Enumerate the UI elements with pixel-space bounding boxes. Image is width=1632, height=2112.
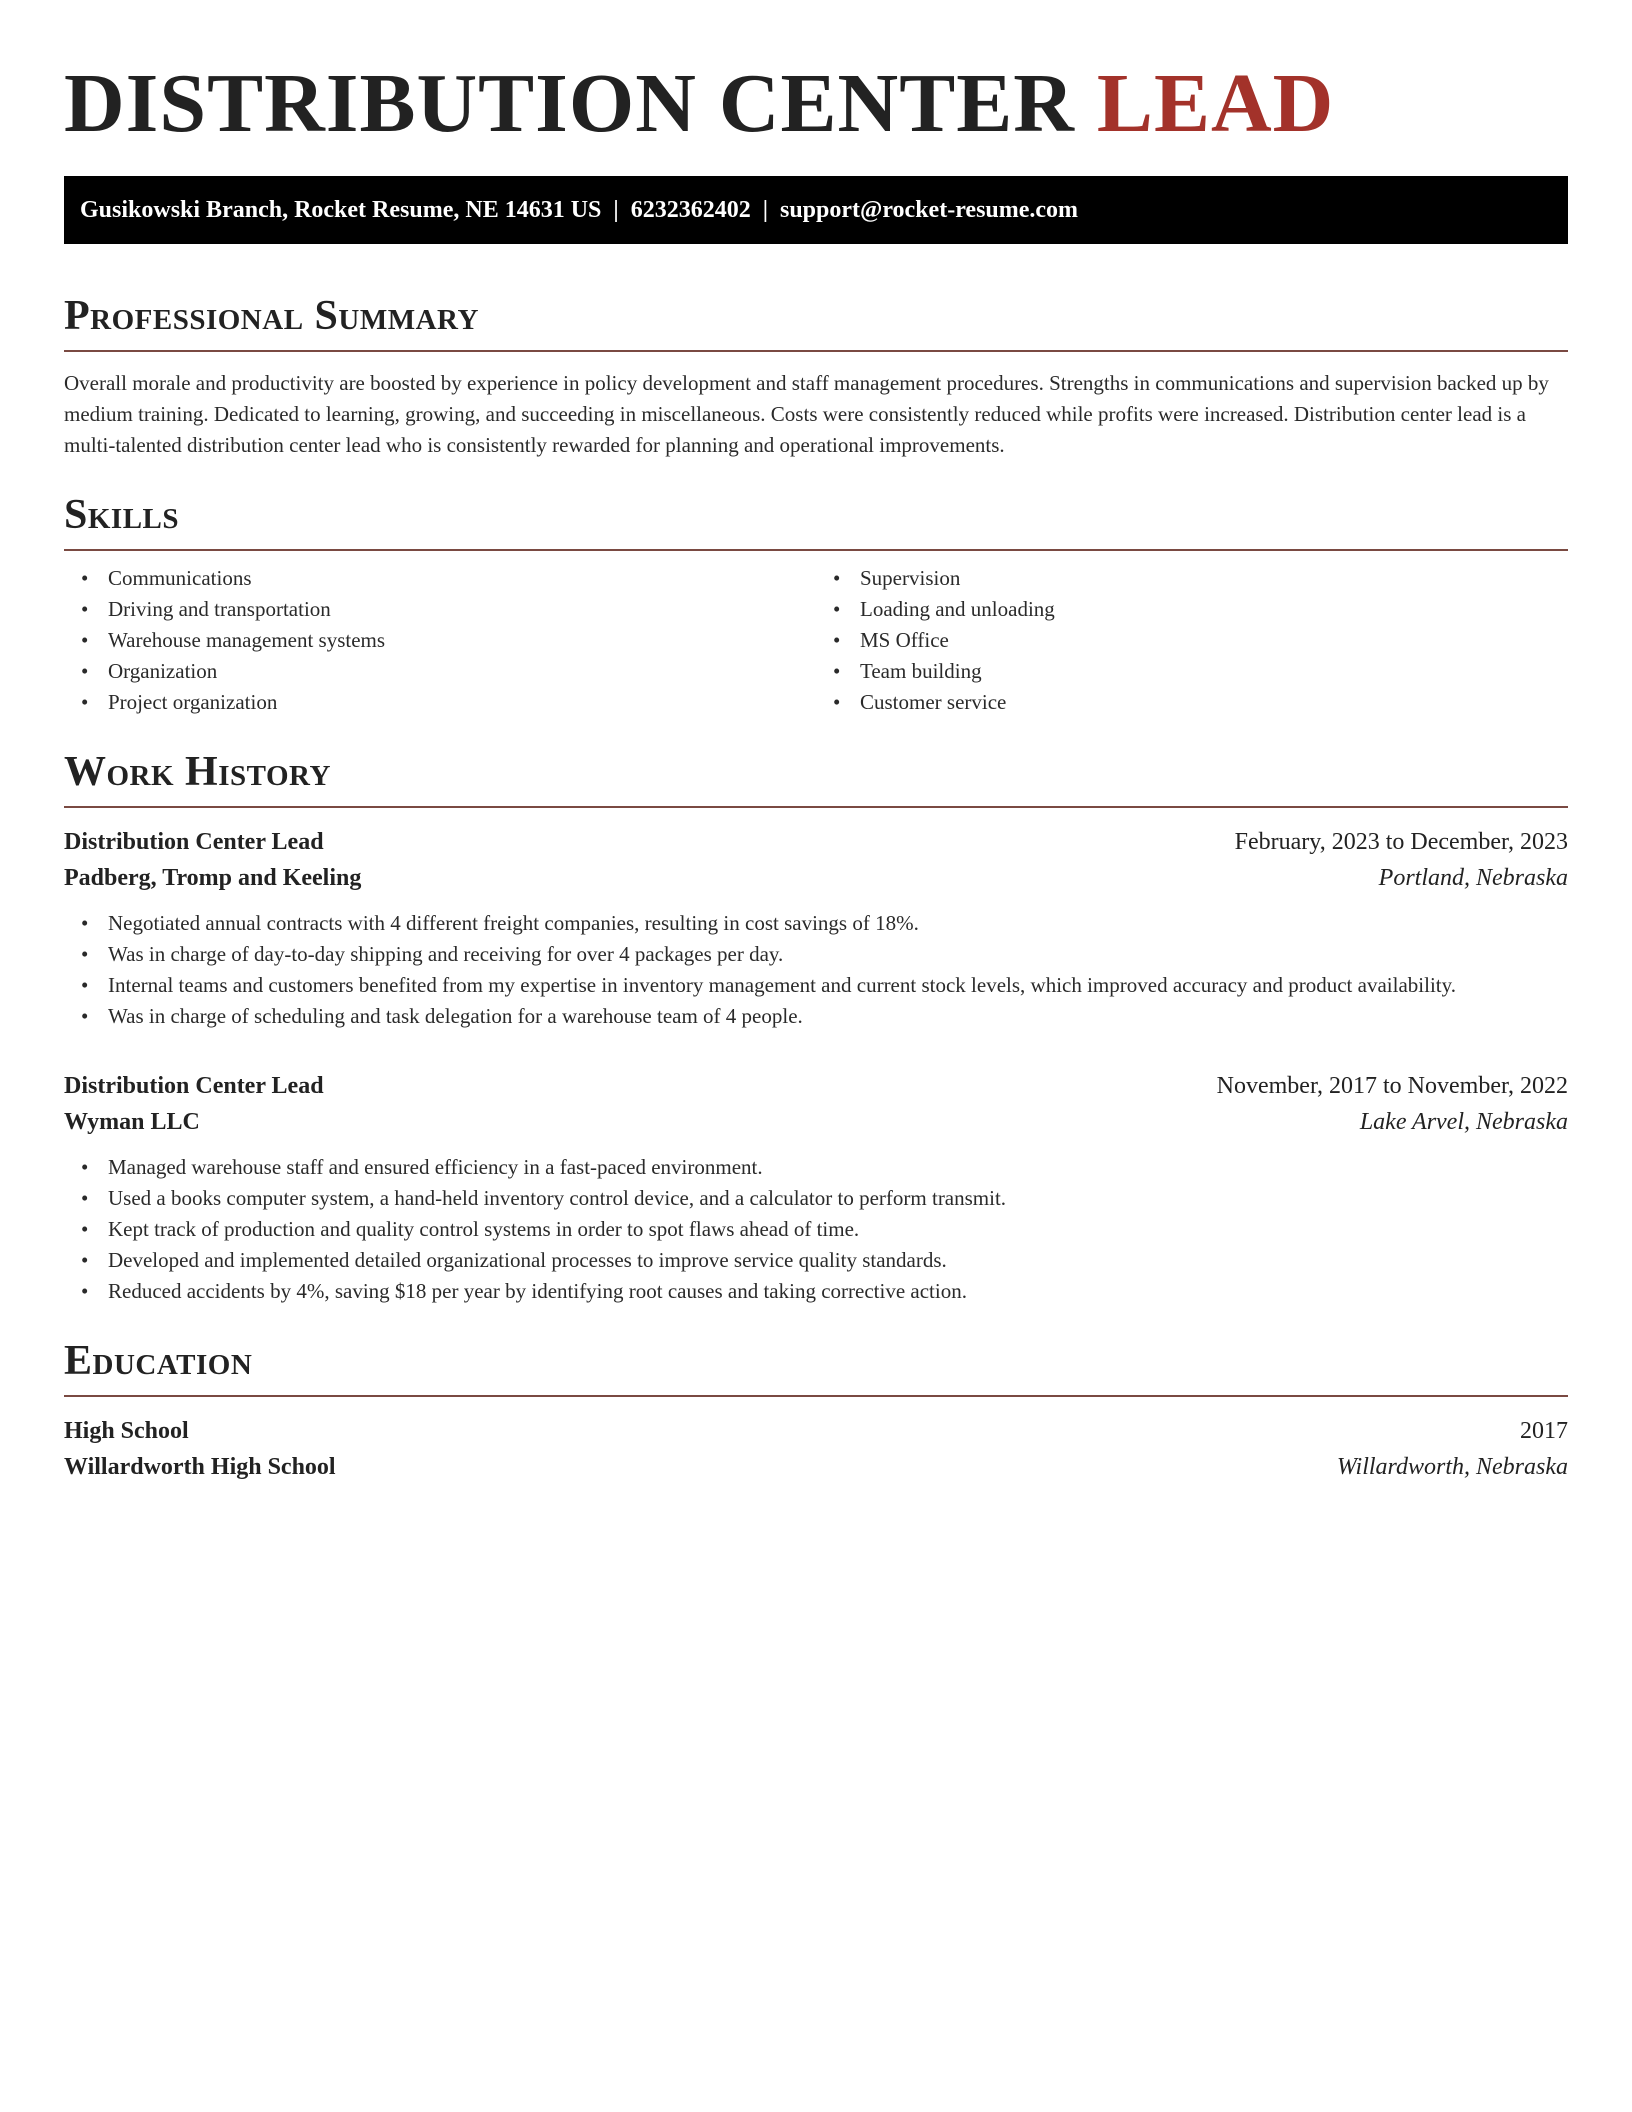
contact-address: Gusikowski Branch, Rocket Resume, NE 14631 US	[80, 197, 602, 223]
summary-section	[64, 288, 1568, 461]
job-location: Lake Arvel, Nebraska	[1359, 1109, 1568, 1135]
section-divider	[64, 350, 1568, 352]
job-title: Distribution Center Lead	[64, 1073, 324, 1099]
job-dates: November, 2017 to November, 2022	[1216, 1073, 1568, 1099]
skill-item: • Team building	[860, 656, 1568, 687]
job-bullets	[64, 1152, 1568, 1307]
job-bullet: • Was in charge of scheduling and task delegation for a warehouse team of 4 people.	[108, 1001, 1568, 1032]
skills-right-list	[816, 563, 1568, 718]
skill-item: • Customer service	[860, 687, 1568, 718]
job-bullet: • Developed and implemented detailed organizational processes to improve service quality standards.	[108, 1245, 1568, 1276]
contact-email[interactable]: support@rocket-resume.com	[779, 197, 1079, 223]
skill-item: • MS Office	[860, 625, 1568, 656]
education-heading: Education	[64, 1338, 253, 1384]
title-main: DISTRIBUTION CENTER	[64, 57, 1075, 150]
education-entry	[64, 1413, 1568, 1485]
skills-section	[64, 487, 1568, 718]
job-bullet: • Reduced accidents by 4%, saving $18 per year by identifying root causes and taking corrective action.	[108, 1276, 1568, 1307]
section-divider	[64, 806, 1568, 808]
summary-text: Overall morale and productivity are boosted by experience in policy development and staff management procedures. Strengths in communications and supervision backed up by medium training. Dedicated to learning, growing, and succeeding in miscellaneous. Costs were consistently reduced while profits were increased. Distribution center lead is a multi-talented distribution center lead who is consistently rewarded for planning and operational improvements.	[64, 371, 1549, 457]
education-degree-row	[64, 1413, 1568, 1449]
job-bullet: • Used a books computer system, a hand-held inventory control device, and a calculator to perform transmit.	[108, 1183, 1568, 1214]
contact-separator: |	[762, 197, 768, 223]
skills-left-list	[64, 563, 816, 718]
job-bullet: • Kept track of production and quality control systems in order to spot flaws ahead of time.	[108, 1214, 1568, 1245]
job-header-row	[64, 824, 1568, 860]
contact-separator: |	[613, 197, 619, 223]
education-section	[64, 1333, 1568, 1485]
work-history-heading: Work History	[64, 749, 331, 795]
job-header-row	[64, 1068, 1568, 1104]
work-history-section	[64, 744, 1568, 1307]
contact-bar	[64, 176, 1568, 244]
resume-page	[64, 0, 1568, 1485]
job-bullet: • Managed warehouse staff and ensured efficiency in a fast-paced environment.	[108, 1152, 1568, 1183]
skill-item: • Project organization	[108, 687, 816, 718]
job-title: Distribution Center Lead	[64, 829, 324, 855]
job-entry	[64, 1068, 1568, 1307]
job-bullet: • Was in charge of day-to-day shipping and receiving for over 4 packages per day.	[108, 939, 1568, 970]
education-degree: High School	[64, 1418, 189, 1444]
skill-item: • Driving and transportation	[108, 594, 816, 625]
title-accent: LEAD	[1096, 57, 1335, 150]
contact-phone: 6232362402	[630, 197, 751, 223]
job-company: Wyman LLC	[64, 1109, 200, 1135]
job-location: Portland, Nebraska	[1378, 865, 1568, 891]
skill-item: • Loading and unloading	[860, 594, 1568, 625]
education-school-row	[64, 1449, 1568, 1485]
job-entry	[64, 824, 1568, 1032]
job-company-row	[64, 860, 1568, 896]
skills-columns	[64, 563, 1568, 718]
skill-item: • Communications	[108, 563, 816, 594]
education-school: Willardworth High School	[64, 1454, 336, 1480]
skills-heading: Skills	[64, 492, 180, 538]
job-company-row	[64, 1104, 1568, 1140]
summary-heading: Professional Summary	[64, 293, 479, 339]
skill-item: • Warehouse management systems	[108, 625, 816, 656]
job-bullets	[64, 908, 1568, 1032]
resume-title	[64, 0, 1568, 156]
skill-item: • Organization	[108, 656, 816, 687]
education-year: 2017	[1520, 1418, 1568, 1444]
job-company: Padberg, Tromp and Keeling	[64, 865, 362, 891]
section-divider	[64, 549, 1568, 551]
job-bullet: • Internal teams and customers benefited from my expertise in inventory management and current stock levels, which improved accuracy and product availability.	[108, 970, 1568, 1001]
section-divider	[64, 1395, 1568, 1397]
job-dates: February, 2023 to December, 2023	[1234, 829, 1568, 855]
education-location: Willardworth, Nebraska	[1336, 1454, 1568, 1480]
job-bullet: • Negotiated annual contracts with 4 different freight companies, resulting in cost savings of 18%.	[108, 908, 1568, 939]
skill-item: • Supervision	[860, 563, 1568, 594]
